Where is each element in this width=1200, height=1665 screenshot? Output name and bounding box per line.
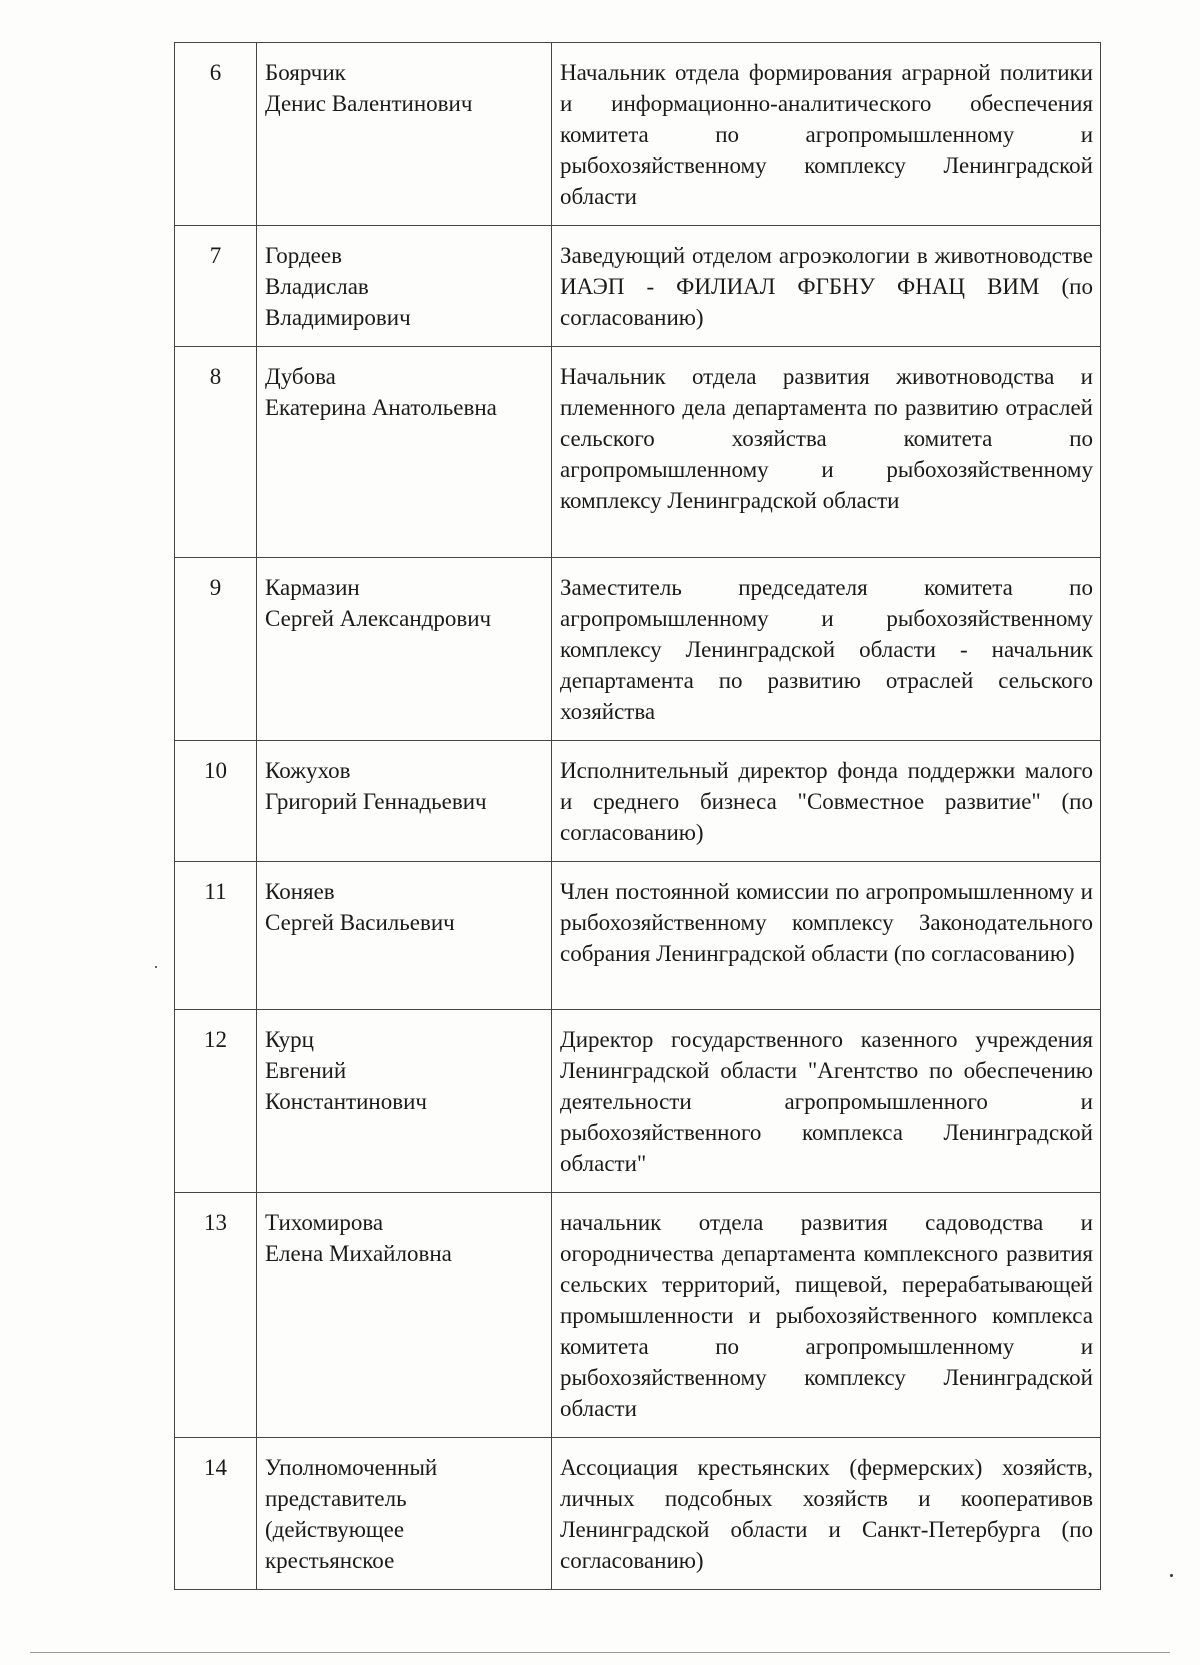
row-number: 10	[175, 741, 257, 862]
position-text: Член постоянной комиссии по агропромышленному и рыбохозяйственному комплексу Законодательного собрания Ленинградской области (по согласованию)	[560, 879, 1093, 966]
table-row	[175, 558, 1101, 741]
member-position	[552, 1438, 1101, 1590]
name-line: крестьянское	[265, 1548, 395, 1573]
row-number: 9	[175, 558, 257, 741]
member-name	[257, 1010, 552, 1193]
position-text: Начальник отдела формирования аграрной политики и информационно-аналитического обеспечения комитета по агропромышленному и рыбохозяйственному комплексу Ленинградской области	[560, 60, 1093, 209]
name-line: Гордеев	[265, 243, 342, 268]
position-text: Директор государственного казенного учреждения Ленинградской области "Агентство по обеспечению деятельности агропромышленного и рыбохозяйственного комплекса Ленинградской области"	[560, 1027, 1093, 1176]
member-position	[552, 43, 1101, 226]
table-row	[175, 226, 1101, 347]
table-row	[175, 1193, 1101, 1438]
position-text: начальник отдела развития садоводства и огородничества департамента комплексного развития сельских территорий, пищевой, перерабатывающей промышленности и рыбохозяйственного комплекса комитета по агропромышленному и рыбохозяйственному комплексу Ленинградской области	[560, 1210, 1093, 1421]
scan-speck	[1170, 1574, 1173, 1577]
member-position	[552, 741, 1101, 862]
name-line: Елена Михайловна	[265, 1241, 452, 1266]
position-text: Заместитель председателя комитета по агропромышленному и рыбохозяйственному комплексу Ленинградской области - начальник департамента по развитию отраслей сельского хозяйства	[560, 575, 1093, 724]
name-line: Сергей Васильевич	[265, 910, 455, 935]
member-name	[257, 43, 552, 226]
name-line: (действующее	[265, 1517, 405, 1542]
member-name	[257, 1193, 552, 1438]
row-number: 6	[175, 43, 257, 226]
member-name	[257, 558, 552, 741]
member-position	[552, 226, 1101, 347]
position-text: Ассоциация крестьянских (фермерских) хозяйств, личных подсобных хозяйств и кооперативов Ленинградской области и Санкт-Петербурга (по согласованию)	[560, 1455, 1093, 1573]
position-text: Начальник отдела развития животноводства и племенного дела департамента по развитию отраслей сельского хозяйства комитета по агропромышленному и рыбохозяйственному комплексу Ленинградской области	[560, 364, 1093, 513]
row-number: 13	[175, 1193, 257, 1438]
name-line: Григорий Геннадьевич	[265, 789, 487, 814]
member-position	[552, 347, 1101, 558]
name-line: Денис Валентинович	[265, 91, 473, 116]
name-line: Екатерина Анатольевна	[265, 395, 497, 420]
member-position	[552, 1010, 1101, 1193]
member-position	[552, 862, 1101, 1010]
table-row	[175, 43, 1101, 226]
member-name	[257, 226, 552, 347]
table-row	[175, 862, 1101, 1010]
row-number: 14	[175, 1438, 257, 1590]
member-name	[257, 741, 552, 862]
row-number: 7	[175, 226, 257, 347]
name-line: Владислав	[265, 274, 369, 299]
name-line: Курц	[265, 1027, 314, 1052]
table-row	[175, 1438, 1101, 1590]
position-text: Исполнительный директор фонда поддержки малого и среднего бизнеса "Совместное развитие" (по согласованию)	[560, 758, 1093, 845]
member-name	[257, 1438, 552, 1590]
scan-speck	[155, 966, 157, 968]
member-name	[257, 862, 552, 1010]
row-number: 8	[175, 347, 257, 558]
member-name	[257, 347, 552, 558]
page-edge-line	[30, 1652, 1170, 1653]
table-row	[175, 1010, 1101, 1193]
name-line: Дубова	[265, 364, 336, 389]
table-row	[175, 741, 1101, 862]
name-line: Евгений	[265, 1058, 347, 1083]
name-line: Уполномоченный	[265, 1455, 438, 1480]
member-position	[552, 1193, 1101, 1438]
members-table-body	[175, 43, 1101, 1590]
name-line: Владимирович	[265, 305, 411, 330]
name-line: Тихомирова	[265, 1210, 384, 1235]
members-table	[174, 42, 1101, 1590]
member-position	[552, 558, 1101, 741]
name-line: Кармазин	[265, 575, 360, 600]
row-number: 12	[175, 1010, 257, 1193]
position-text: Заведующий отделом агроэкологии в животноводстве ИАЭП - ФИЛИАЛ ФГБНУ ФНАЦ ВИМ (по согласованию)	[560, 243, 1093, 330]
row-number: 11	[175, 862, 257, 1010]
name-line: Сергей Александрович	[265, 606, 492, 631]
name-line: представитель	[265, 1486, 407, 1511]
name-line: Коняев	[265, 879, 335, 904]
name-line: Кожухов	[265, 758, 351, 783]
name-line: Константинович	[265, 1089, 427, 1114]
table-row	[175, 347, 1101, 558]
name-line: Боярчик	[265, 60, 346, 85]
